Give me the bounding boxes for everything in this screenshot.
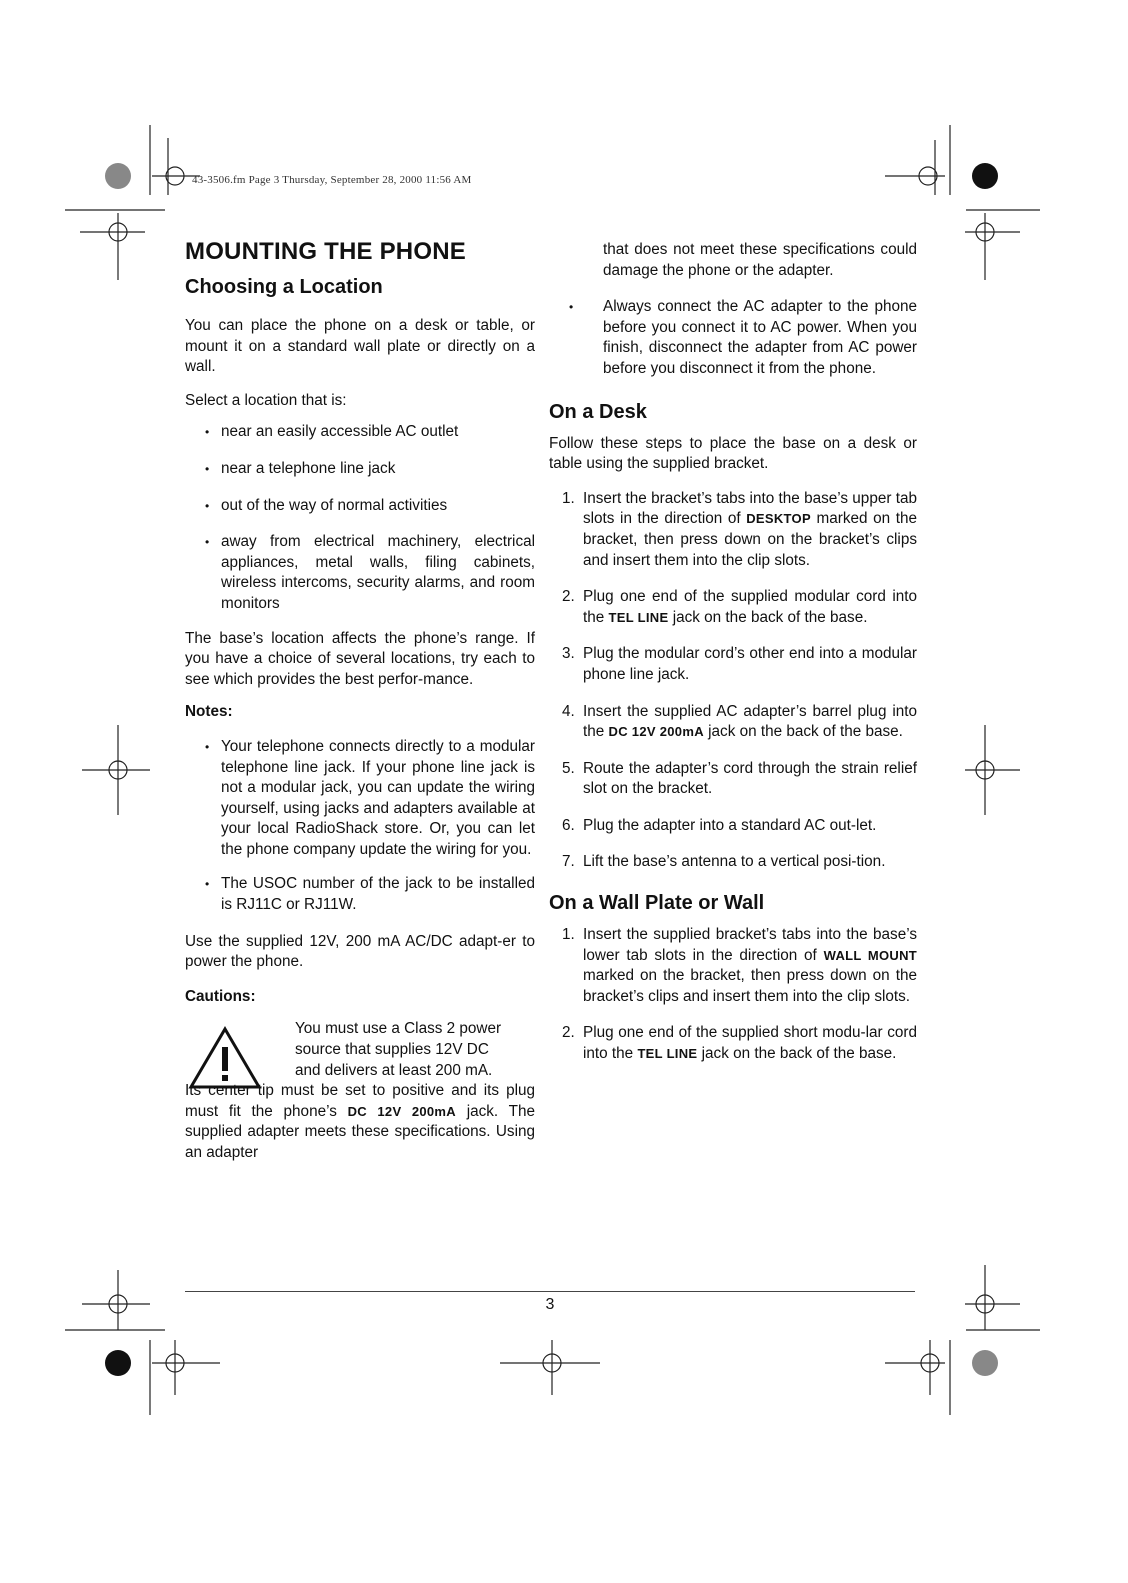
list-item: • near a telephone line jack (185, 459, 535, 480)
step-item: 1. Insert the bracket’s tabs into the base’s upper tab slots in the direction of DESKTOP marked on the bracket, then press down on the bracket’s clips and insert them into the clip slots. (562, 489, 918, 569)
always-connect-list (549, 297, 917, 379)
step-item: 2. Plug one end of the supplied modular cord into the TEL LINE jack on the back of the base. (562, 588, 917, 626)
step-item: 2. Plug one end of the supplied short modu-lar cord into the TEL LINE jack on the back of the base. (562, 1024, 917, 1063)
jack-label: DC 12V 200mA (347, 1103, 456, 1119)
caution-text-a: Its center tip must be set to positive and its plug must fit the phone’s (185, 1082, 535, 1120)
caution-line-2: source that supplies 12V DC (295, 1041, 489, 1059)
list-item: • out of the way of normal activities (185, 496, 535, 517)
range-paragraph: The base’s location affects the phone’s range. If you have a choice of several locations, try each to see which provides the best perfor-mance. (185, 629, 535, 688)
desk-steps (549, 489, 917, 873)
left-column (185, 238, 535, 1164)
desk-intro: Follow these steps to place the base on a desk or table using the supplied bracket. (549, 434, 917, 473)
notes-list (185, 737, 535, 916)
caution-text-b: jack. The supplied adapter meets these specifications. Using an adapter (185, 1102, 535, 1161)
caution-line-3: and delivers at least 200 mA. (295, 1061, 493, 1079)
cautions-heading: Cautions: (185, 987, 256, 1005)
right-column (549, 240, 918, 1065)
select-location-text: Select a location that is: (185, 391, 347, 409)
location-list (185, 422, 535, 614)
caution-line-1: You must use a Class 2 power (295, 1020, 502, 1038)
caution-continuation: that does not meet these specifications could damage the phone or the adapter. (603, 241, 917, 279)
caution-block (185, 1019, 535, 1163)
step-item: 7. Lift the base’s antenna to a vertical posi-tion. (562, 853, 886, 871)
file-info-header: 43-3506.fm Page 3 Thursday, September 28, 2000 11:56 AM (192, 174, 472, 186)
step-item: 4. Insert the supplied AC adapter’s barrel plug into the DC 12V 200mA jack on the back of the base. (562, 702, 917, 741)
caution-continued (185, 1081, 535, 1163)
step-item: 6. Plug the adapter into a standard AC out-let. (562, 816, 877, 834)
list-item: • near an easily accessible AC outlet (185, 422, 535, 443)
wall-steps (549, 925, 917, 1065)
list-item: • The USOC number of the jack to be installed is RJ11C or RJ11W. (185, 874, 535, 915)
step-item: 1. Insert the supplied bracket’s tabs into the base’s lower tab slots in the direction of WALL MOUNT marked on the bracket, then press down on the bracket’s clips and insert them into the clip slots. (562, 926, 917, 1005)
footer-rule (185, 1291, 915, 1292)
list-item: • Always connect the AC adapter to the phone before you connect it to AC power. When you finish, disconnect the adapter from AC power before you disconnect it from the phone. (549, 297, 917, 379)
section-heading-choosing-location: Choosing a Location (185, 276, 383, 298)
list-item: • Your telephone connects directly to a modular telephone line jack. If your phone line jack is not a modular jack, you can update the wiring yourself, using jacks and adapters available at your local RadioShack store. Or, you can let the phone company update the wiring for you. (185, 737, 535, 861)
section-heading-wall-plate: On a Wall Plate or Wall (549, 892, 765, 915)
adapter-paragraph: Use the supplied 12V, 200 mA AC/DC adapt-er to power the phone. (185, 932, 535, 971)
section-heading-on-desk: On a Desk (549, 400, 647, 423)
list-item: • away from electrical machinery, electrical appliances, metal walls, filing cabinets, wireless intercoms, security alarms, and room monitors (185, 532, 535, 614)
step-item: 5. Route the adapter’s cord through the strain relief slot on the bracket. (562, 759, 917, 798)
step-item: 3. Plug the modular cord’s other end into a modular phone line jack. (562, 645, 917, 683)
page-number: 3 (545, 1296, 555, 1313)
intro-paragraph: You can place the phone on a desk or table, or mount it on a standard wall plate or directly on a wall. (185, 317, 535, 376)
notes-heading: Notes: (185, 703, 233, 721)
warning-icon (185, 1023, 265, 1093)
page-title: MOUNTING THE PHONE (185, 238, 466, 265)
